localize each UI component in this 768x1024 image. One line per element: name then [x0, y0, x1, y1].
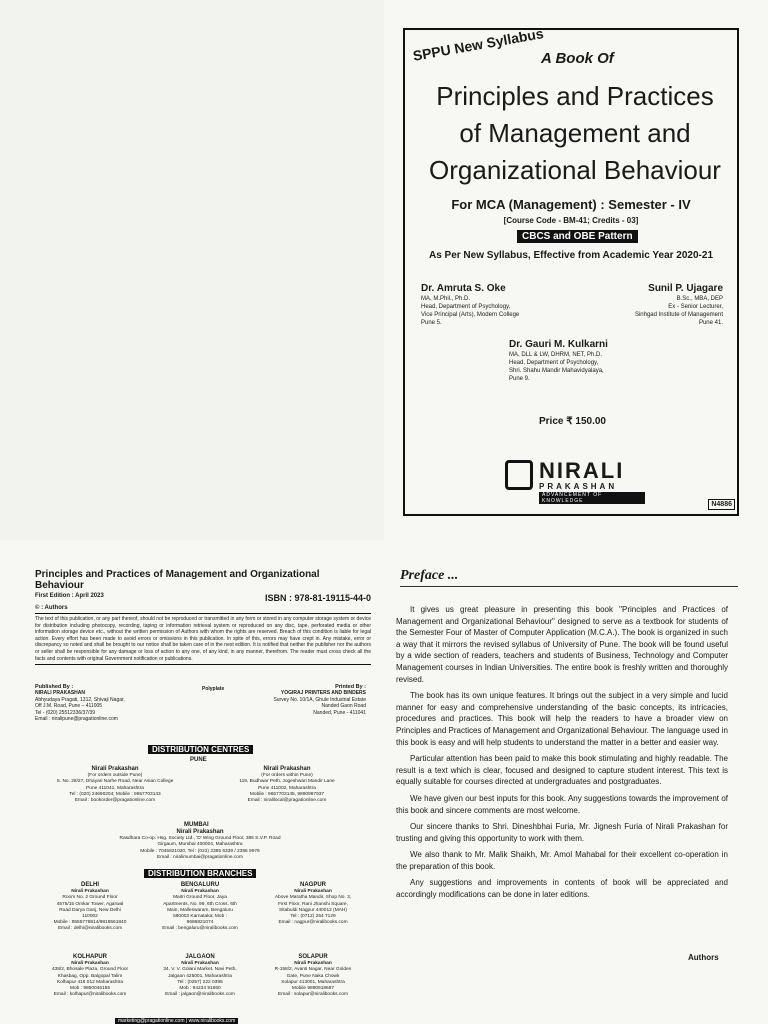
branch-line: Kolhapur 416 012 Maharashtra	[56, 979, 124, 985]
printed-by-label: Printed By :	[335, 684, 366, 690]
branch-city: KOLHAPUR	[73, 954, 107, 960]
preface-paragraph: We also thank to Mr. Malik Shaikh, Mr. Amol Mahabal for their excellent co-operation in the preparation of this book.	[396, 850, 728, 871]
branch-line: Mobile 9890918687	[291, 986, 335, 992]
logo-mark-icon	[505, 460, 533, 490]
branch-line: Main, Malleswaram, Bengaluru	[167, 907, 233, 913]
preface-signature: Authors	[688, 953, 719, 962]
city-line: S. No. 28/27, Dhayari Narhe Road, Near Asian College	[56, 779, 174, 785]
branch-line: Solapur 413001, Maharashtra	[281, 979, 345, 985]
imprint-title: Principles and Practices of Management and Organizational Behaviour	[35, 569, 320, 591]
author-detail: Sinhgad Institute of Management	[634, 312, 723, 318]
branch-block	[258, 954, 368, 998]
imprint-block	[35, 569, 371, 667]
publisher-line: Abhyudaya Pragati, 1312, Shivaji Nagar,	[35, 696, 125, 703]
branch-line: Apartments, No. 99, 6th Cross, 6th	[163, 901, 237, 907]
publisher-line: Off J.M. Road, Pune – 411005	[35, 703, 103, 710]
preface-paragraph: Any suggestions and improvements in contents of book will be appreciated and accordingly modifications can be done in later editions.	[396, 878, 728, 900]
branch-city: NAGPUR	[299, 882, 326, 888]
branch-line: 110002	[82, 914, 98, 920]
publisher-line: Tel - (020) 25512336/37/39	[35, 709, 96, 716]
publisher-line: Email : niralipune@pragationline.com	[35, 716, 118, 723]
branch-line: Mob : 9850046155	[69, 986, 110, 992]
preface-paragraph: It gives us great pleasure in presenting this book "Principles and Practices of Management and Organizational Behaviour" designed to serve as a textbook for students of the Semester Four of Master of Computer Application (M.C.A.). The book is organized in such a way that it mirrors the revised syllabus of University of Pune. The book will be found useful by a wide section of readers, teachers and students of Business, Technology and Computer Management courses in Indian Universities. The entire book is freshly written and thoroughly revised.	[396, 605, 728, 684]
preface-paragraph: The book has its own unique features. It brings out the subject in a very simple and lucid manner for easy and comprehensive understanding of the basic concepts, its intricacies, procedures and practices. This book will help the readers to have a broader view on Principles and Practices of Management and Organizational Behaviour. The language used in this book is easy and will help students to understand the matter in a better and easier way.	[396, 691, 728, 747]
city-line: Email : niralimumbai@pragationline.com	[157, 854, 243, 860]
branch-line: Nirali Prakashan	[294, 889, 332, 895]
branch-block	[38, 882, 142, 933]
city-line: Nirali Prakashan	[91, 766, 139, 772]
branch-line: 9686821074	[186, 920, 214, 926]
author-block	[421, 282, 519, 327]
branch-line: Mob : 94234 91860	[179, 986, 221, 992]
author-block	[509, 338, 608, 383]
branch-line: Email : delhi@niralibooks.com	[57, 926, 123, 932]
pune-label: PUNE	[190, 757, 207, 763]
city-line: (For orders outside Pune)	[87, 773, 143, 779]
printer-line: YOGIRAJ PRINTERS AND BINDERS	[280, 690, 366, 697]
author-detail: MA, DLL & LW, DHRM, NET, Ph.D.	[509, 352, 603, 358]
branch-line: Khasbag, Opp. Balgopal Talim	[57, 973, 123, 979]
branch-line: Nirali Prakashan	[181, 961, 219, 967]
branch-line: Jalgaon 425001, Maharashtra	[168, 973, 232, 979]
author-block	[635, 282, 723, 327]
course-code-line: [Course Code - BM-41; Credits - 03]	[503, 216, 639, 225]
course-for-line: For MCA (Management) : Semester - IV	[451, 197, 691, 212]
branch-line: Nirali Prakashan	[294, 961, 332, 967]
author-detail: Vice Principal (Arts), Modern College	[421, 312, 520, 318]
pune-outside-block	[40, 766, 190, 804]
city-line: Email : niralilocal@pragationline.com	[247, 798, 327, 804]
preface-body	[396, 604, 728, 906]
printer-line: Survey No. 10/1A, Ghule Industrial Estate	[273, 696, 366, 703]
branch-block	[144, 954, 256, 998]
syllabus-tag: SPPU New Syllabus	[411, 25, 545, 64]
branch-line: Maitri Ground Floor, Jaya	[173, 895, 227, 901]
city-line: Mobile : 9657703145, 9890997937	[249, 791, 325, 797]
branch-line: Road Darya Ganj, New Delhi	[59, 907, 121, 913]
book-title: Principles and Practices of Management and Organizational Behaviour	[429, 81, 721, 185]
pattern-badge: CBCS and OBE Pattern	[517, 230, 638, 243]
author-detail: Pune 5.	[421, 320, 442, 326]
city-line: Girgaum, Mumbai 400004, Maharashtra	[157, 842, 243, 848]
distribution-branches-banner: DISTRIBUTION BRANCHES	[144, 869, 256, 878]
city-line: Rasdhara Co-op. Hsg. Society Ltd., 'D' Wing Ground Floor, 385 S.V.P. Road	[119, 836, 281, 842]
preface-paragraph: We have given our best inputs for this book. Any suggestions towards the improvement of this book and sincere comments are most welcome.	[396, 793, 728, 815]
branch-line: Tel : (0257) 222 0395	[177, 979, 223, 985]
branch-line: 4575/15 Omkar Tower, Agarwal	[56, 901, 124, 907]
branch-block	[38, 954, 142, 998]
branch-line: Nirali Prakashan	[71, 889, 109, 895]
branch-line: Room No. 2 Ground Floor	[62, 895, 118, 901]
mumbai-label: MUMBAI	[184, 822, 209, 828]
branch-line: Nirali Prakashan	[181, 889, 219, 895]
branch-city: SOLAPUR	[298, 954, 328, 960]
publisher-logo	[505, 458, 645, 504]
printer-line: Nanded Gaon Road	[321, 703, 366, 710]
branch-line: Sitabuldi Nagpur 440012 (MAH)	[279, 907, 347, 913]
branch-line: Nirali Prakashan	[71, 961, 109, 967]
edition: First Edition : April 2023	[35, 593, 104, 599]
author-detail: Head, Department of Psychology,	[421, 304, 511, 310]
city-line: Mobile : 7045821020, Tel : (022) 2385 6339 / 2386 9976	[140, 848, 260, 854]
branch-line: 34, V. V. Golani Market, Navi Peth,	[163, 967, 237, 973]
branch-line: 438/2, Bhosale Plaza, Ground Floor	[51, 967, 129, 973]
branch-city: BENGALURU	[180, 882, 220, 888]
published-by-label: Published By :	[35, 684, 74, 690]
logo-sub: PRAKASHAN	[539, 482, 618, 491]
branch-line: First Floor, Rani Jhanshi Square,	[278, 901, 348, 907]
branch-line: Gate, Pune Naka Chowk	[286, 973, 340, 979]
branch-line: Email : solapur@niralibooks.com	[278, 992, 348, 998]
author-detail: MA, M.Phil., Ph.D.	[421, 296, 471, 302]
divider	[35, 664, 371, 665]
mumbai-block	[80, 829, 320, 861]
author-detail: B.Sc., MBA, DEP	[676, 296, 723, 302]
effective-line: As Per New Syllabus, Effective from Academic Year 2020-21	[428, 250, 714, 261]
publisher-line: NIRALI PRAKASHAN	[35, 690, 85, 697]
preface-paragraph: Our sincere thanks to Shri. Dineshbhai Furia, Mr. Jignesh Furia of Nirali Prakashan for trusting and giving this opportunity to work with them.	[396, 822, 728, 843]
city-line: Nirali Prakashan	[176, 829, 224, 835]
city-line: Pune 411041, Maharashtra	[86, 785, 144, 791]
polyplate: Polyplate	[202, 686, 225, 692]
author-detail: Pune 41.	[698, 320, 723, 326]
preface-title: Preface ...	[400, 568, 459, 583]
branch-line: 560003 Karnataka; Mob :	[173, 914, 227, 920]
published-by	[35, 684, 125, 722]
branch-line: Above Maratha Mandir, Shop No. 3,	[274, 895, 352, 901]
branch-line: Email : bengaluru@niralibooks.com	[162, 926, 238, 932]
branch-city: DELHI	[81, 882, 99, 888]
author-name: Dr. Gauri M. Kulkarni	[509, 339, 608, 350]
city-line: Pune 411002, Maharashtra	[258, 785, 316, 791]
preface-paragraph: Particular attention has been paid to make this book stimulating and highly readable. The result is a text which is clear, focused and designed to capture student interest. This text is equally suitable for courses directed at undergraduates and postgraduates.	[396, 754, 728, 787]
logo-name: NIRALI	[539, 458, 625, 483]
isbn: ISBN : 978-81-19115-44-0	[264, 593, 371, 603]
copyright: © : Authors	[35, 605, 68, 611]
printer-line: Nanded, Pune - 411041	[313, 709, 366, 716]
cover-frame	[403, 25, 739, 516]
branch-city: JALGAON	[185, 954, 215, 960]
branch-line: Email : nagpur@niralibooks.com	[278, 920, 348, 926]
a-book-of: A Book Of	[541, 50, 614, 67]
branch-block	[258, 882, 368, 926]
printed-by	[246, 684, 366, 716]
city-line: 119, Budhwar Peth, Jogeshwari Mandir Lane	[239, 779, 335, 785]
branch-line: Email : jalgaon@niralibooks.com	[165, 992, 235, 998]
branch-line: Email : kolhapur@niralibooks.com	[53, 992, 127, 998]
city-line: (For orders within Pune)	[261, 773, 313, 779]
branch-line: Mobile : 9555778814/9818561840	[53, 920, 127, 926]
author-detail: Pune 9.	[509, 376, 530, 382]
divider	[35, 613, 371, 614]
branch-block	[144, 882, 256, 933]
city-line: Tel : (020) 24690204; Mobile : 9657703143	[69, 791, 161, 797]
divider	[400, 586, 738, 587]
author-detail: Shri. Shahu Mandir Mahavidyalaya,	[509, 368, 604, 374]
legal-notice: The text of this publication, or any part thereof, should not be reproduced or transmitted in any form or stored in any computer storage system or device for distribution including photocopy, recording, taping or information retrieval system or reproduced on any disc, tape, perforated media or other information storage device etc., without the written permission of Authors with whom the rights are reserved. Breach of this condition is liable for legal action. Every effort has been made to avoid errors or omissions in this publication. In spite of this, errors may have crept in. Any mistake, error or discrepancy so noted and shall be brought to our notice shall be taken care of in the next edition. It is notified that neither the publisher nor the authors or seller shall be responsible for any damage or loss of action to any one, of any kind, in any manner, therefrom. The reader must cross check all the facts and contents with original Government notification or publications.	[35, 616, 371, 662]
city-line: Nirali Prakashan	[263, 766, 311, 772]
author-name: Sunil P. Ujagare	[648, 283, 723, 294]
author-detail: Ex - Senior Lecturer,	[668, 304, 723, 310]
branch-line: R-158/2, Avanti Nagar, Near Golden	[274, 967, 352, 973]
author-detail: Head, Department of Psychology,	[509, 360, 599, 366]
footer-links[interactable]: marketing@pragationline.com | www.niralibooks.com	[115, 1018, 238, 1024]
book-code: N4886	[708, 499, 735, 510]
logo-tag: ADVANCEMENT OF KNOWLEDGE	[539, 492, 645, 504]
distribution-centres-banner: DISTRIBUTION CENTRES	[148, 745, 253, 754]
price: Price ₹ 150.00	[539, 416, 606, 427]
blank-page	[0, 0, 384, 540]
city-line: Email : bookorder@pragationline.com	[74, 798, 156, 804]
branch-line: Tel : (0712) 254 7129	[290, 914, 336, 920]
pune-within-block	[214, 766, 360, 804]
author-name: Dr. Amruta S. Oke	[421, 283, 506, 294]
